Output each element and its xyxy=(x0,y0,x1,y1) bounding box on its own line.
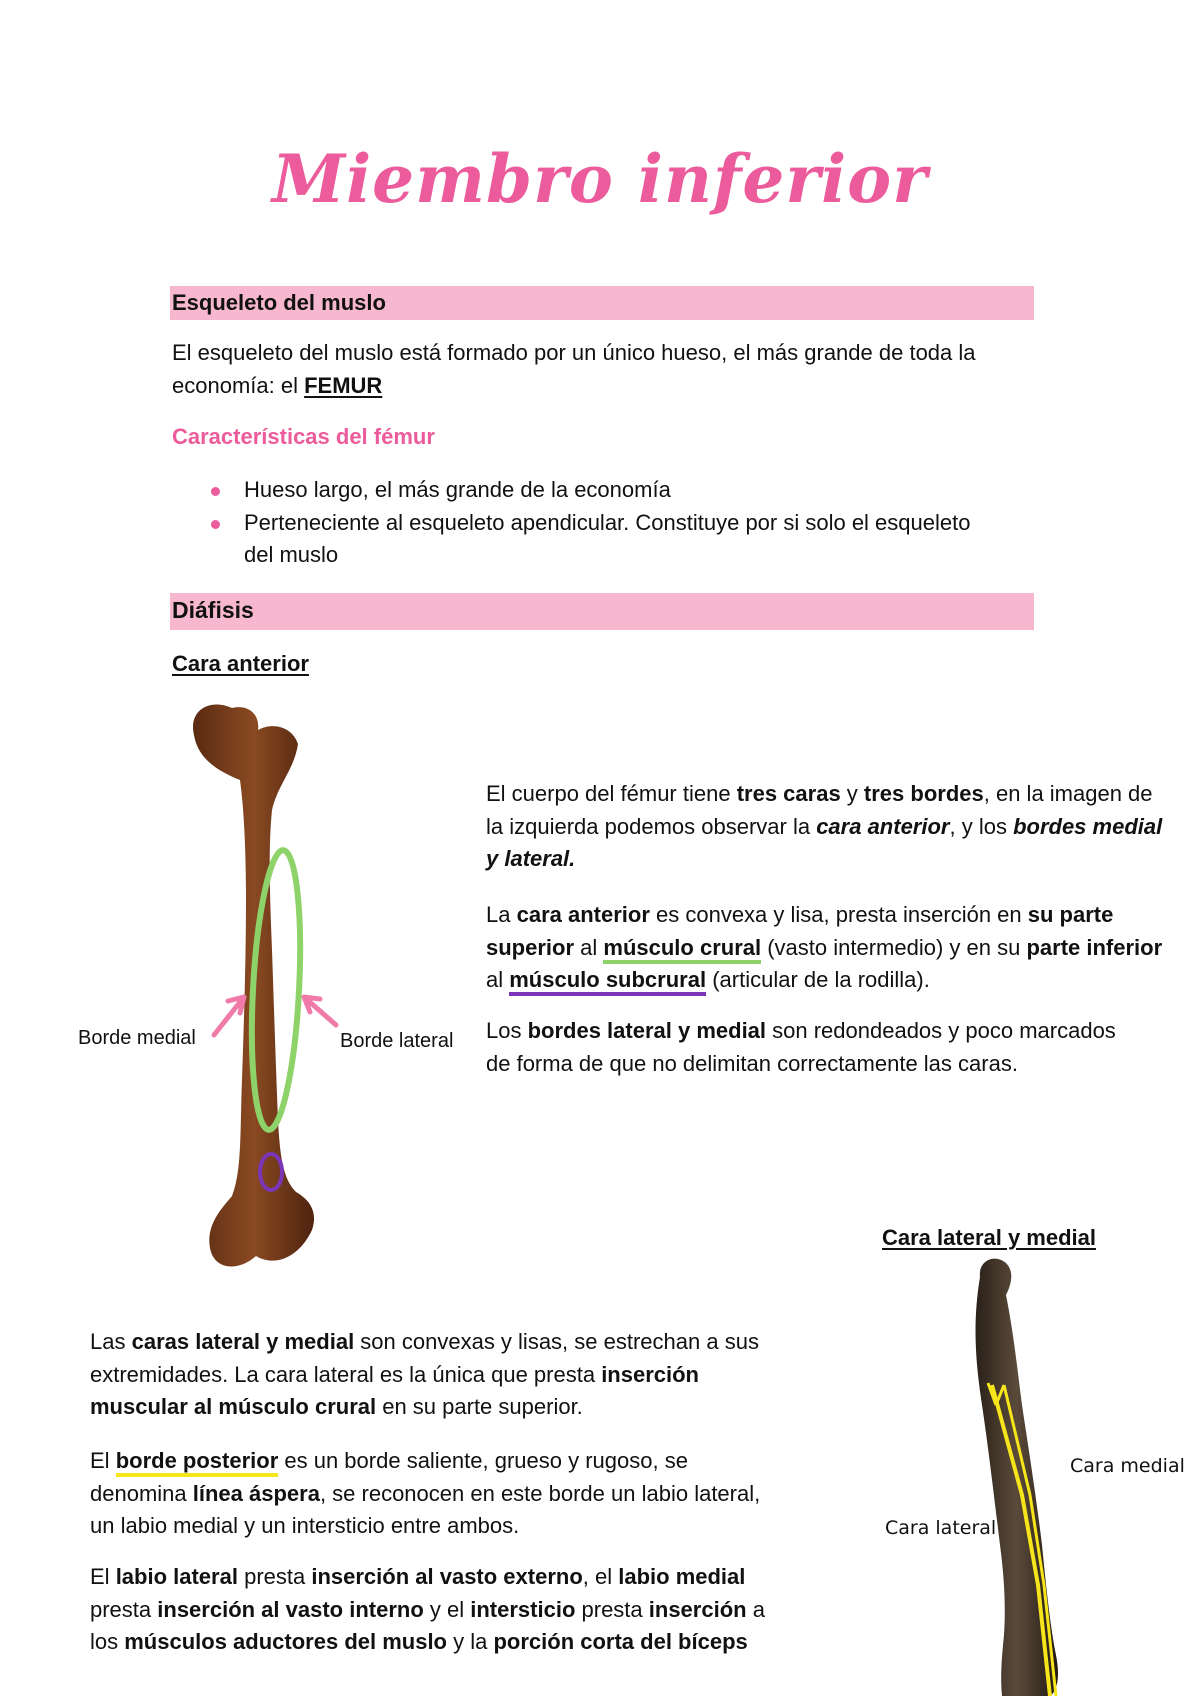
cara-lateral-paragraph-1: Las caras lateral y medial son convexas y lisas, se estrechan a sus extremidades. La cara lateral es la única que presta inserción muscular al músculo crural en su parte superior. xyxy=(90,1329,759,1419)
section-band-diafisis xyxy=(170,593,1034,630)
femur-lateral-figure xyxy=(950,1255,1080,1696)
cara-lateral-medial-heading: Cara lateral y medial xyxy=(882,1225,1097,1250)
label-borde-medial: Borde medial xyxy=(78,1027,196,1049)
label-borde-lateral: Borde lateral xyxy=(340,1030,454,1052)
cara-lateral-paragraph-3: El labio lateral presta inserción al vasto externo, el labio medial presta inserción al vasto interno y el intersticio presta inserción a los músculos aductores del muslo y la porción corta del bíceps xyxy=(90,1564,765,1654)
label-cara-lateral: Cara lateral xyxy=(885,1517,997,1539)
caracteristicas-heading: Características del fémur xyxy=(172,424,435,449)
borde-posterior-highlight: borde posterior xyxy=(116,1448,279,1477)
musculo-subcrural-highlight: músculo subcrural xyxy=(509,967,706,996)
cara-lateral-paragraph-2: El borde posterior es un borde saliente, grueso y rugoso, se denomina línea áspera, se reconocen en este borde un labio lateral, un labio medial y un intersticio entre ambos. xyxy=(90,1448,761,1538)
femur-anterior-figure xyxy=(180,700,340,1280)
musculo-crural-highlight: músculo crural xyxy=(603,935,761,964)
section-heading-esqueleto: Esqueleto del muslo xyxy=(172,290,386,315)
label-cara-medial: Cara medial xyxy=(1070,1455,1185,1477)
section-heading-diafisis: Diáfisis xyxy=(172,597,254,623)
cara-anterior-paragraph-1: El cuerpo del fémur tiene tres caras y tres bordes, en la imagen de la izquierda podemos observar la cara anterior, y los bordes medial y lateral. xyxy=(486,781,1163,871)
intro-paragraph: El esqueleto del muslo está formado por un único hueso, el más grande de toda la economía: el FEMUR xyxy=(172,340,976,398)
cara-anterior-paragraph-2: La cara anterior es convexa y lisa, presta inserción en su parte superior al músculo crural (vasto intermedio) y en su parte inferior al músculo subcrural (articular de la rodilla). xyxy=(486,899,1166,997)
femur-term: FEMUR xyxy=(304,372,383,398)
medial-arrow-icon xyxy=(214,997,244,1035)
caracteristicas-list xyxy=(172,474,992,572)
list-item: Perteneciente al esqueleto apendicular. Constituye por si solo el esqueleto del muslo xyxy=(172,507,992,572)
section-band-esqueleto xyxy=(170,286,1034,320)
cara-anterior-paragraph-3: Los bordes lateral y medial son redondeados y poco marcados de forma de que no delimitan correctamente las caras. xyxy=(486,1018,1116,1076)
list-item: Hueso largo, el más grande de la economía xyxy=(172,474,992,507)
cara-anterior-heading: Cara anterior xyxy=(172,651,309,676)
page-title: Miembro inferior xyxy=(272,140,928,218)
lateral-arrow-icon xyxy=(304,997,336,1025)
